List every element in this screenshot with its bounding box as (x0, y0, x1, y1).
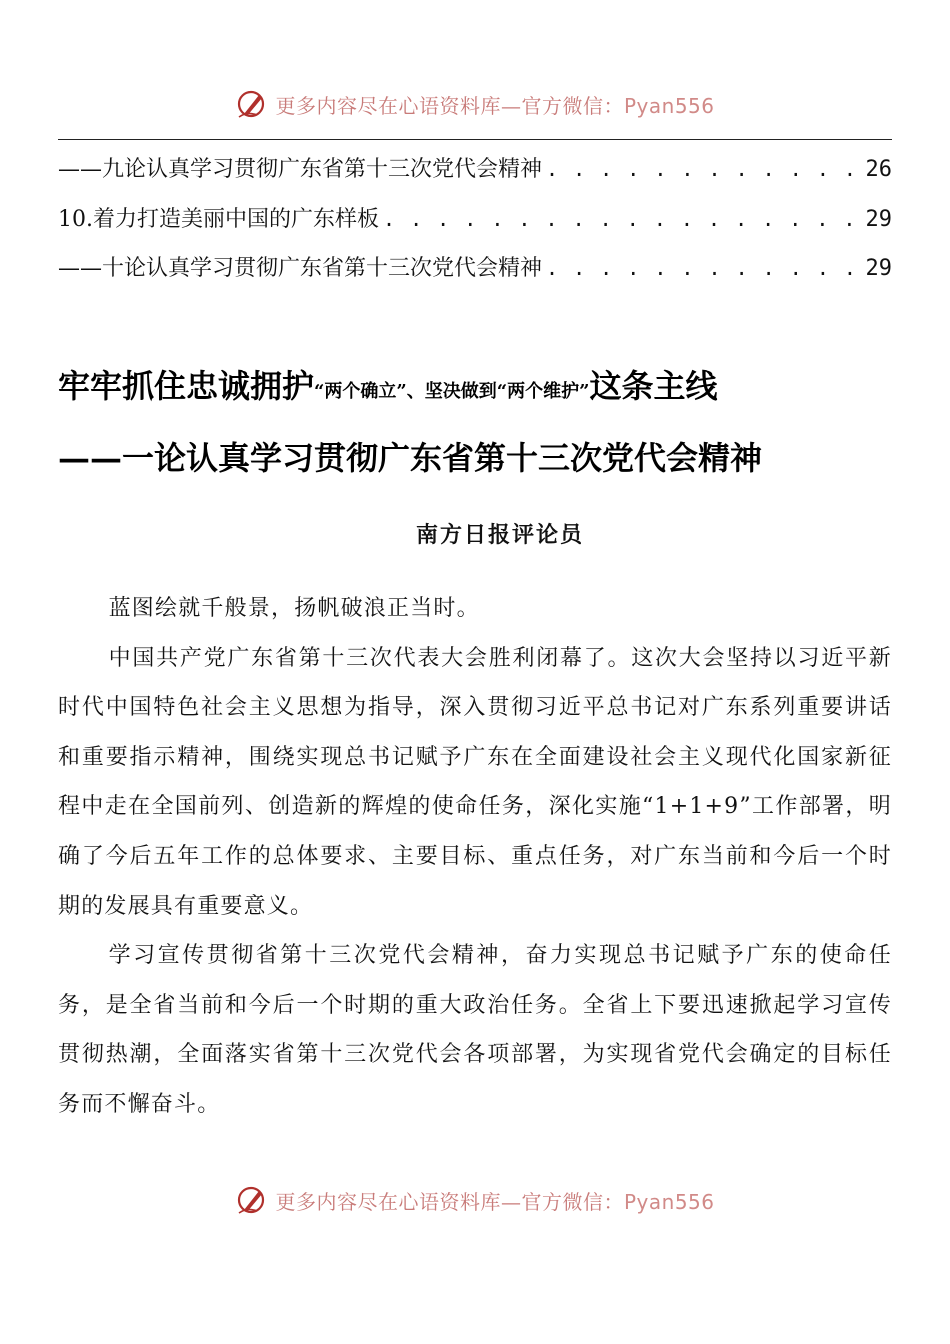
body-paragraph: 蓝图绘就千般景，扬帆破浪正当时。 (108, 596, 480, 621)
toc-dot-leader (383, 200, 862, 238)
headline-part-3: 这条主线 (589, 367, 718, 405)
article-body (58, 584, 892, 1130)
toc-entry-title: 10.着力打造美丽中国的广东样板 (58, 206, 379, 232)
toc-entry-title: ——九论认真学习贯彻广东省第十三次党代会精神 (58, 157, 543, 182)
article-byline: 南方日报评论员 (415, 522, 584, 548)
toc-entry[interactable] (58, 200, 892, 250)
toc-entry-title: ——十论认真学习贯彻广东省第十三次党代会精神 (58, 256, 543, 281)
article-headline (58, 362, 918, 416)
toc (58, 150, 892, 299)
toc-entry-page: 26 (865, 157, 892, 182)
toc-entry-page: 29 (865, 256, 892, 281)
toc-entry-page: 29 (865, 206, 892, 232)
footer-watermark (0, 1180, 950, 1220)
body-paragraph: 学习宣传贯彻省第十三次党代会精神，奋力实现总书记赋予广东的使命任务，是全省当前和今后一个时期的重大政治任务。全省上下要迅速掀起学习宣传贯彻热潮，全面落实省第十三次党代会各项部署，为实现省党代会确定的目标任务而不懈奋斗。 (58, 943, 892, 1117)
toc-entry[interactable] (58, 150, 892, 200)
pen-logo-icon (235, 1183, 269, 1217)
toc-dot-leader (546, 150, 861, 188)
headline-part-1: 牢牢抓住忠诚拥护 (58, 367, 315, 405)
watermark-text: 更多内容尽在心语资料库—官方微信：Pyan556 (275, 1189, 715, 1214)
body-paragraph: 中国共产党广东省第十三次代表大会胜利闭幕了。这次大会坚持以习近平新时代中国特色社会主义思想为指导，深入贯彻习近平总书记对广东系列重要讲话和重要指示精神，围绕实现总书记赋予广东在全面建设社会主义现代化国家新征程中走在全国前列、创造新的辉煌的使命任务，深化实施“1+1+9”工作部署，明确了今后五年工作的总体要求、主要目标、重点任务，对广东当前和今后一个时期的发展具有重要意义。 (58, 645, 892, 919)
article-subheadline: ——一论认真学习贯彻广东省第十三次党代会精神 (58, 439, 763, 477)
toc-entry[interactable] (58, 249, 892, 299)
headline-part-2: “两个确立”、坚决做到“两个维护” (314, 381, 590, 402)
watermark-handle: Pyan556 (623, 1189, 715, 1214)
toc-dot-leader (546, 249, 861, 287)
pen-logo-icon (235, 87, 269, 121)
watermark-handle: Pyan556 (623, 93, 715, 118)
header-rule (58, 139, 892, 140)
watermark-text: 更多内容尽在心语资料库—官方微信：Pyan556 (275, 93, 715, 118)
header-watermark (0, 84, 950, 124)
